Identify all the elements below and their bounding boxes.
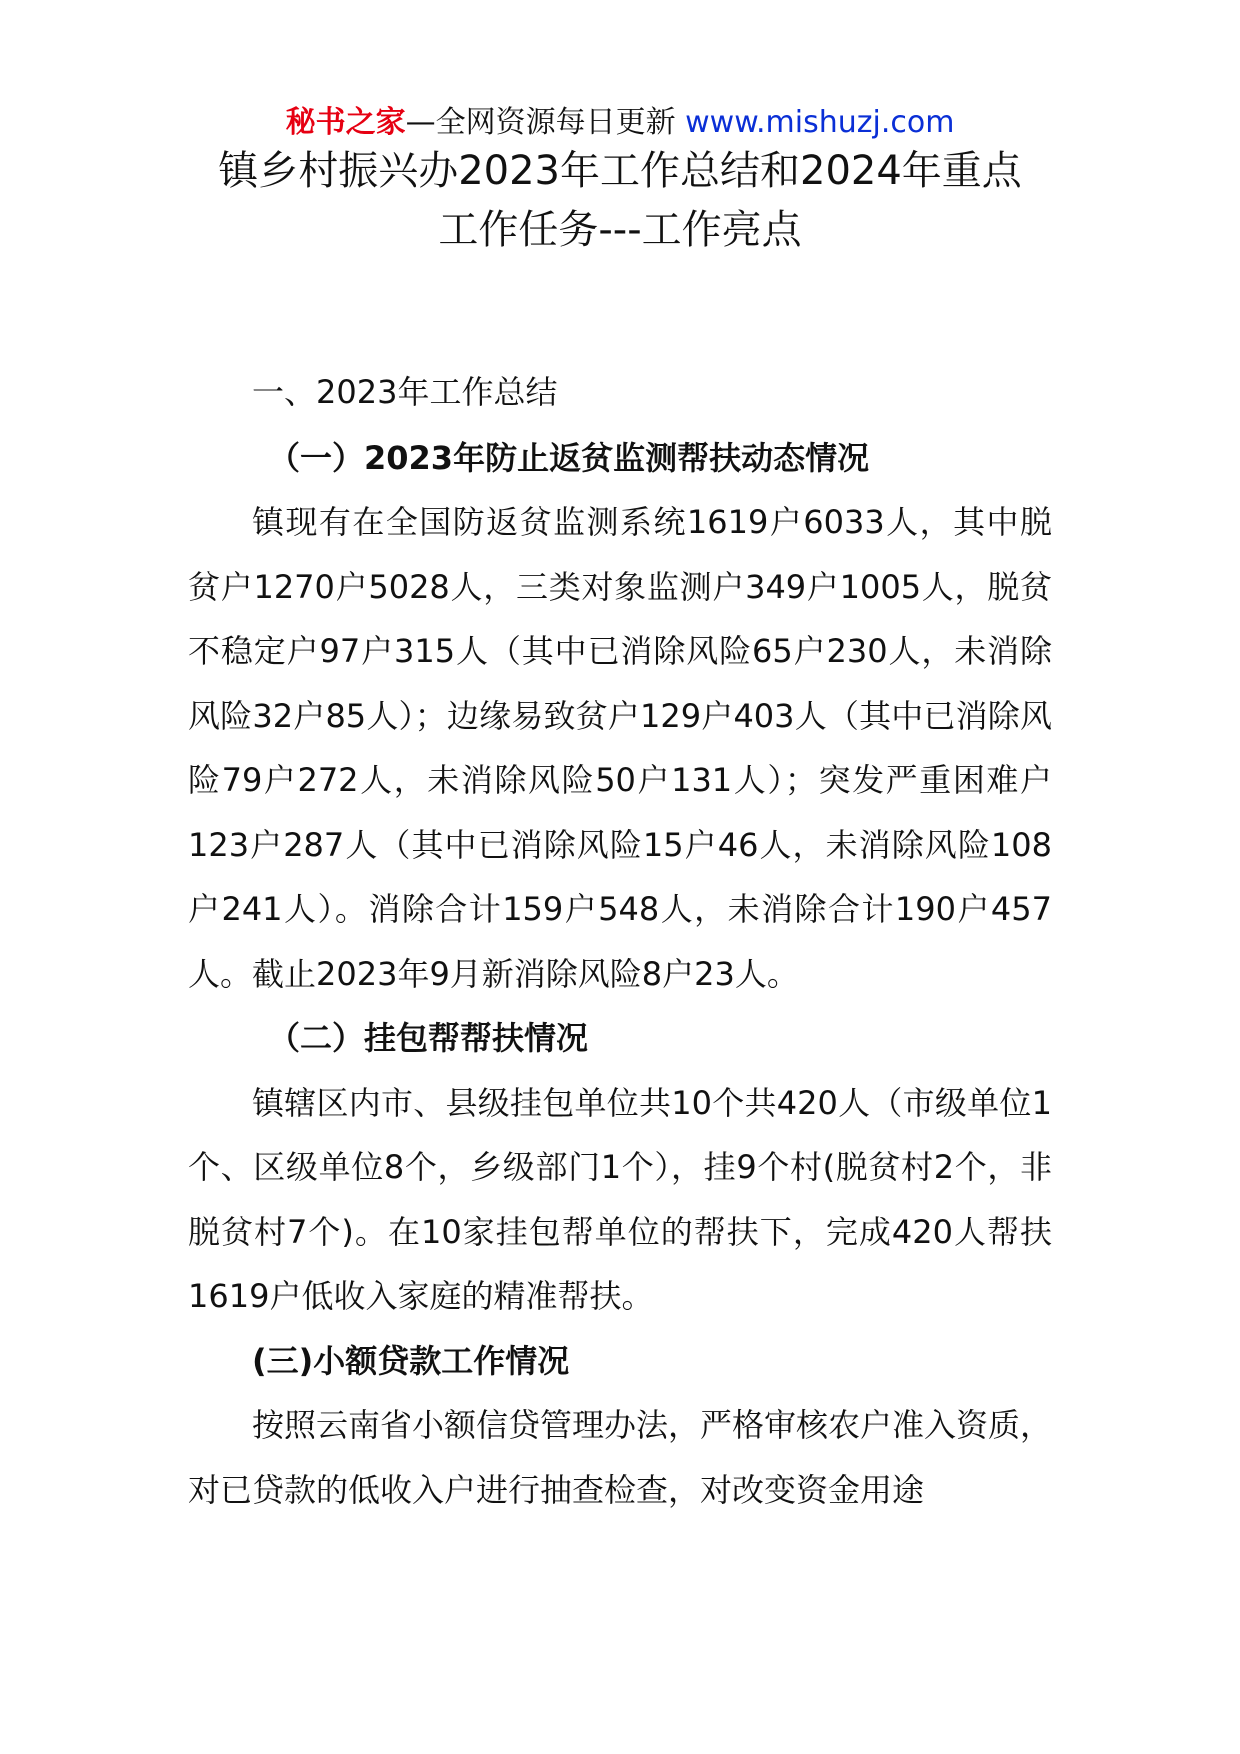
site-slogan: —全网资源每日更新 — [405, 105, 676, 140]
paragraph-microcredit: 按照云南省小额信贷管理办法，严格审核农户准入资质，对已贷款的低收入户进行抽查检查，对改变资金用途 — [188, 1406, 1053, 1509]
document-title-line-1: 镇乡村振兴办2023年工作总结和2024年重点 — [218, 148, 1022, 194]
paragraph-assistance: 镇辖区内市、县级挂包单位共10个共420人（市级单位1个、区级单位8个，乡级部门1个），挂9个村(脱贫村2个，非脱贫村7个)。在10家挂包帮单位的帮扶下，完成420人帮扶1619户低收入家庭的精准帮扶。 — [188, 1083, 1052, 1315]
subsection-heading-3: (三)小额贷款工作情况 — [252, 1341, 570, 1380]
subsection-heading-1: （一）2023年防止返贫监测帮扶动态情况 — [268, 438, 870, 477]
document-body — [188, 360, 1052, 1522]
site-url-link[interactable]: www.mishuzj.com — [685, 105, 955, 140]
document-title-line-2: 工作任务---工作亮点 — [438, 207, 802, 253]
subsection-heading-2: （二）挂包帮帮扶情况 — [268, 1019, 589, 1057]
section-heading-1: 一、2023年工作总结 — [252, 373, 558, 411]
paragraph-monitoring: 镇现有在全国防返贫监测系统1619户6033人，其中脱贫户1270户5028人，三类对象监测户349户1005人，脱贫不稳定户97户315人（其中已消除风险65户230人，未消除风险32户85人）；边缘易致贫户129户403人（其中已消除风险79户272人，未消除风险50户131人）；突发严重困难户123户287人（其中已消除风险15户46人，未消除风险108户241人）。消除合计159户548人，未消除合计190户457人。截止2023年9月新消除风险8户23人。 — [188, 503, 1052, 993]
brand-name: 秘书之家 — [285, 105, 406, 140]
site-header — [0, 103, 1240, 143]
